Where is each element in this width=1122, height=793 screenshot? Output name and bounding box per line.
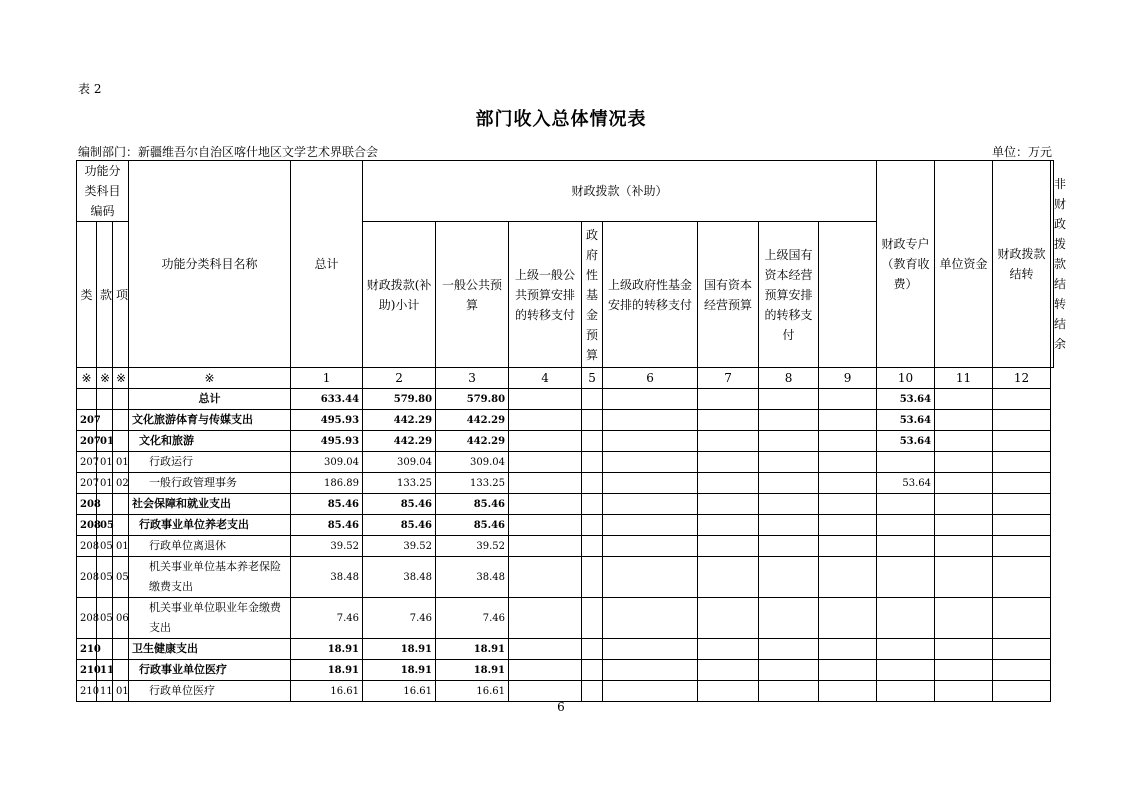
index-cell: 6 [603, 368, 698, 389]
cell-empty [819, 557, 877, 598]
cell-empty [759, 536, 819, 557]
cell-total: 18.91 [291, 660, 363, 681]
cell-xiang [113, 515, 129, 536]
cell-empty [935, 452, 993, 473]
cell-empty [582, 557, 603, 598]
table-row [77, 660, 1054, 681]
cell-empty [509, 431, 582, 452]
table-row [77, 452, 1054, 473]
cell-empty [935, 515, 993, 536]
table-row [77, 410, 1054, 431]
cell-name: 行政运行 [129, 452, 291, 473]
cell-xiang: 01 [113, 452, 129, 473]
cell-empty [935, 389, 993, 410]
cell-subtotal: 85.46 [363, 515, 436, 536]
cell-kuan [97, 389, 113, 410]
cell-empty [993, 557, 1051, 598]
cell-name: 机关事业单位基本养老保险缴费支出 [129, 557, 291, 598]
cell-lei: 208 [77, 536, 97, 557]
cell-empty [819, 431, 877, 452]
cell-unit-funds [877, 639, 935, 660]
header-general-budget: 一般公共预算 [436, 222, 509, 368]
cell-empty [935, 557, 993, 598]
header-fiscal-group: 财政拨款（补助） [363, 161, 877, 222]
cell-empty [759, 515, 819, 536]
cell-unit-funds [877, 515, 935, 536]
cell-empty [819, 452, 877, 473]
cell-empty [698, 389, 759, 410]
table-row [77, 536, 1054, 557]
cell-empty [582, 431, 603, 452]
header-gov-fund-budget: 政府性基金预算 [582, 222, 603, 368]
cell-subtotal: 442.29 [363, 410, 436, 431]
cell-unit-funds: 53.64 [877, 431, 935, 452]
cell-unit-funds [877, 494, 935, 515]
cell-xiang: 06 [113, 598, 129, 639]
table-row [77, 515, 1054, 536]
cell-empty [603, 660, 698, 681]
cell-empty [698, 410, 759, 431]
index-cell: 8 [759, 368, 819, 389]
cell-subtotal: 85.46 [363, 494, 436, 515]
cell-kuan: 11 [97, 681, 113, 702]
cell-empty [582, 639, 603, 660]
cell-lei: 210 [77, 681, 97, 702]
cell-empty [935, 536, 993, 557]
cell-empty [993, 452, 1051, 473]
cell-empty [509, 515, 582, 536]
cell-empty [819, 681, 877, 702]
cell-empty [759, 557, 819, 598]
cell-lei: 207 [77, 410, 97, 431]
cell-kuan: 01 [97, 473, 113, 494]
cell-total: 16.61 [291, 681, 363, 702]
cell-empty [935, 473, 993, 494]
cell-name: 行政事业单位养老支出 [129, 515, 291, 536]
cell-empty [582, 452, 603, 473]
cell-empty [698, 598, 759, 639]
cell-empty [509, 536, 582, 557]
cell-empty [993, 660, 1051, 681]
index-cell: 12 [993, 368, 1051, 389]
header-nonfiscal-carryover: 非财政拨款结转结余 [1051, 161, 1054, 368]
cell-total: 309.04 [291, 452, 363, 473]
cell-lei: 210 [77, 660, 97, 681]
header-fiscal-special: 财政专户（教育收费） [877, 161, 935, 368]
cell-empty [759, 639, 819, 660]
cell-general: 85.46 [436, 494, 509, 515]
cell-unit-funds [877, 660, 935, 681]
cell-general: 18.91 [436, 660, 509, 681]
cell-general: 442.29 [436, 431, 509, 452]
table-row [77, 681, 1054, 702]
cell-empty [819, 494, 877, 515]
cell-xiang: 01 [113, 536, 129, 557]
cell-empty [603, 473, 698, 494]
cell-empty [509, 660, 582, 681]
cell-empty [603, 410, 698, 431]
cell-total: 18.91 [291, 639, 363, 660]
cell-empty [759, 598, 819, 639]
cell-unit-funds: 53.64 [877, 473, 935, 494]
cell-empty [698, 660, 759, 681]
unit-label: 单位：万元 [991, 145, 1052, 159]
cell-total: 38.48 [291, 557, 363, 598]
index-cell: 5 [582, 368, 603, 389]
cell-empty [509, 598, 582, 639]
header-lei: 类 [77, 222, 97, 368]
cell-xiang [113, 389, 129, 410]
cell-general: 579.80 [436, 389, 509, 410]
table-row [77, 494, 1054, 515]
cell-empty [759, 410, 819, 431]
table-row [77, 473, 1054, 494]
table-row [77, 639, 1054, 660]
cell-subtotal: 309.04 [363, 452, 436, 473]
cell-empty [759, 473, 819, 494]
cell-empty [603, 598, 698, 639]
cell-total: 495.93 [291, 431, 363, 452]
cell-subtotal: 39.52 [363, 536, 436, 557]
cell-empty [582, 389, 603, 410]
cell-empty [603, 536, 698, 557]
cell-empty [509, 681, 582, 702]
header-state-capital-budget: 国有资本经营预算 [698, 222, 759, 368]
index-cell: ※ [129, 368, 291, 389]
cell-empty [582, 473, 603, 494]
cell-empty [819, 389, 877, 410]
cell-kuan: 01 [97, 431, 113, 452]
cell-name: 行政单位离退休 [129, 536, 291, 557]
cell-empty [582, 681, 603, 702]
cell-kuan: 05 [97, 536, 113, 557]
cell-empty [698, 681, 759, 702]
cell-general: 7.46 [436, 598, 509, 639]
cell-name: 行政单位医疗 [129, 681, 291, 702]
cell-unit-funds: 53.64 [877, 410, 935, 431]
cell-empty [698, 639, 759, 660]
cell-subtotal: 442.29 [363, 431, 436, 452]
cell-empty [603, 557, 698, 598]
cell-empty [582, 598, 603, 639]
cell-empty [819, 536, 877, 557]
cell-empty [603, 431, 698, 452]
cell-general: 16.61 [436, 681, 509, 702]
index-cell: 3 [436, 368, 509, 389]
cell-kuan: 05 [97, 515, 113, 536]
cell-empty [993, 473, 1051, 494]
cell-general: 309.04 [436, 452, 509, 473]
cell-unit-funds: 53.64 [877, 389, 935, 410]
cell-empty [819, 660, 877, 681]
cell-subtotal: 18.91 [363, 660, 436, 681]
cell-lei: 207 [77, 452, 97, 473]
cell-empty [935, 431, 993, 452]
cell-lei: 208 [77, 598, 97, 639]
cell-total: 85.46 [291, 515, 363, 536]
cell-empty [603, 389, 698, 410]
cell-name: 文化旅游体育与传媒支出 [129, 410, 291, 431]
table-body [77, 389, 1054, 702]
cell-empty [509, 410, 582, 431]
index-cell: 9 [819, 368, 877, 389]
cell-empty [993, 494, 1051, 515]
page-number: 6 [557, 700, 565, 714]
cell-xiang [113, 639, 129, 660]
cell-subtotal: 579.80 [363, 389, 436, 410]
cell-unit-funds [877, 681, 935, 702]
cell-empty [935, 598, 993, 639]
table-row [77, 389, 1054, 410]
cell-lei: 207 [77, 473, 97, 494]
cell-xiang [113, 660, 129, 681]
cell-empty [509, 494, 582, 515]
cell-empty [759, 681, 819, 702]
cell-empty [759, 660, 819, 681]
cell-empty [603, 681, 698, 702]
cell-name: 机关事业单位职业年金缴费支出 [129, 598, 291, 639]
cell-general: 442.29 [436, 410, 509, 431]
page-title: 部门收入总体情况表 [475, 109, 647, 130]
cell-lei: 208 [77, 557, 97, 598]
header-total: 总计 [291, 161, 363, 368]
income-summary-table [76, 160, 1067, 702]
cell-total: 85.46 [291, 494, 363, 515]
cell-total: 186.89 [291, 473, 363, 494]
header-name: 功能分类科目名称 [129, 161, 291, 368]
cell-empty [819, 598, 877, 639]
department-label: 编制部门：新疆维吾尔自治区喀什地区文学艺术界联合会 [78, 145, 379, 159]
cell-total: 633.44 [291, 389, 363, 410]
header-fiscal-carryover: 财政拨款结转 [993, 161, 1051, 368]
cell-name: 总计 [129, 389, 291, 410]
cell-total: 39.52 [291, 536, 363, 557]
cell-empty [582, 410, 603, 431]
table-tag: 表 2 [78, 82, 102, 96]
cell-empty [603, 452, 698, 473]
table-row [77, 557, 1054, 598]
cell-empty [819, 515, 877, 536]
cell-empty [759, 389, 819, 410]
header-kuan: 款 [97, 222, 113, 368]
cell-empty [698, 473, 759, 494]
header-upper-state-capital-transfer: 上级国有资本经营预算安排的转移支付 [759, 222, 819, 368]
cell-general: 133.25 [436, 473, 509, 494]
cell-empty [993, 389, 1051, 410]
header-xiang: 项 [113, 222, 129, 368]
cell-lei: 208 [77, 515, 97, 536]
cell-empty [935, 494, 993, 515]
cell-empty [759, 431, 819, 452]
cell-empty [993, 681, 1051, 702]
index-cell: 7 [698, 368, 759, 389]
index-cell: 4 [509, 368, 582, 389]
cell-empty [935, 660, 993, 681]
cell-kuan: 01 [97, 452, 113, 473]
cell-empty [582, 494, 603, 515]
cell-subtotal: 133.25 [363, 473, 436, 494]
cell-empty [698, 536, 759, 557]
cell-kuan: 05 [97, 598, 113, 639]
cell-lei [77, 389, 97, 410]
cell-name: 社会保障和就业支出 [129, 494, 291, 515]
cell-empty [698, 431, 759, 452]
index-cell: 1 [291, 368, 363, 389]
cell-kuan: 11 [97, 660, 113, 681]
cell-empty [603, 494, 698, 515]
cell-general: 39.52 [436, 536, 509, 557]
cell-xiang [113, 494, 129, 515]
table-row [77, 598, 1054, 639]
cell-total: 7.46 [291, 598, 363, 639]
index-cell: ※ [97, 368, 113, 389]
cell-empty [935, 410, 993, 431]
cell-empty [509, 639, 582, 660]
cell-unit-funds [877, 452, 935, 473]
cell-empty [993, 431, 1051, 452]
cell-empty [759, 452, 819, 473]
cell-empty [993, 598, 1051, 639]
index-cell: 2 [363, 368, 436, 389]
index-cell: ※ [113, 368, 129, 389]
index-cell: 11 [935, 368, 993, 389]
cell-empty [509, 389, 582, 410]
cell-subtotal: 18.91 [363, 639, 436, 660]
cell-name: 文化和旅游 [129, 431, 291, 452]
cell-unit-funds [877, 598, 935, 639]
cell-lei: 207 [77, 431, 97, 452]
header-func-code-group: 功能分类科目编码 [77, 161, 129, 222]
cell-empty [698, 557, 759, 598]
cell-general: 38.48 [436, 557, 509, 598]
cell-empty [509, 452, 582, 473]
cell-subtotal: 38.48 [363, 557, 436, 598]
cell-kuan: 05 [97, 557, 113, 598]
index-cell: ※ [77, 368, 97, 389]
cell-empty [698, 515, 759, 536]
cell-empty [819, 473, 877, 494]
index-cell: 10 [877, 368, 935, 389]
cell-empty [509, 557, 582, 598]
cell-empty [993, 639, 1051, 660]
cell-xiang: 02 [113, 473, 129, 494]
cell-empty [935, 681, 993, 702]
header-unit-funds: 单位资金 [935, 161, 993, 368]
cell-lei: 210 [77, 639, 97, 660]
cell-empty [582, 536, 603, 557]
cell-xiang [113, 410, 129, 431]
cell-general: 85.46 [436, 515, 509, 536]
header-upper-fund-transfer: 上级政府性基金安排的转移支付 [603, 222, 698, 368]
cell-xiang: 01 [113, 681, 129, 702]
cell-general: 18.91 [436, 639, 509, 660]
table-row [77, 431, 1054, 452]
cell-empty [698, 452, 759, 473]
header-fiscal-subtotal: 财政拨款(补助)小计 [363, 222, 436, 368]
header-upper-general-transfer: 上级一般公共预算安排的转移支付 [509, 222, 582, 368]
cell-unit-funds [877, 557, 935, 598]
cell-total: 495.93 [291, 410, 363, 431]
index-row [77, 368, 1054, 389]
cell-name: 一般行政管理事务 [129, 473, 291, 494]
cell-empty [993, 536, 1051, 557]
cell-name: 行政事业单位医疗 [129, 660, 291, 681]
cell-empty [698, 494, 759, 515]
cell-empty [993, 515, 1051, 536]
cell-empty [819, 410, 877, 431]
cell-empty [935, 639, 993, 660]
cell-subtotal: 7.46 [363, 598, 436, 639]
cell-empty [993, 410, 1051, 431]
cell-subtotal: 16.61 [363, 681, 436, 702]
cell-unit-funds [877, 536, 935, 557]
cell-empty [819, 639, 877, 660]
cell-empty [603, 639, 698, 660]
cell-empty [509, 473, 582, 494]
cell-empty [759, 494, 819, 515]
cell-xiang: 05 [113, 557, 129, 598]
cell-empty [582, 515, 603, 536]
cell-lei: 208 [77, 494, 97, 515]
cell-xiang [113, 431, 129, 452]
cell-empty [582, 660, 603, 681]
cell-name: 卫生健康支出 [129, 639, 291, 660]
cell-empty [603, 515, 698, 536]
